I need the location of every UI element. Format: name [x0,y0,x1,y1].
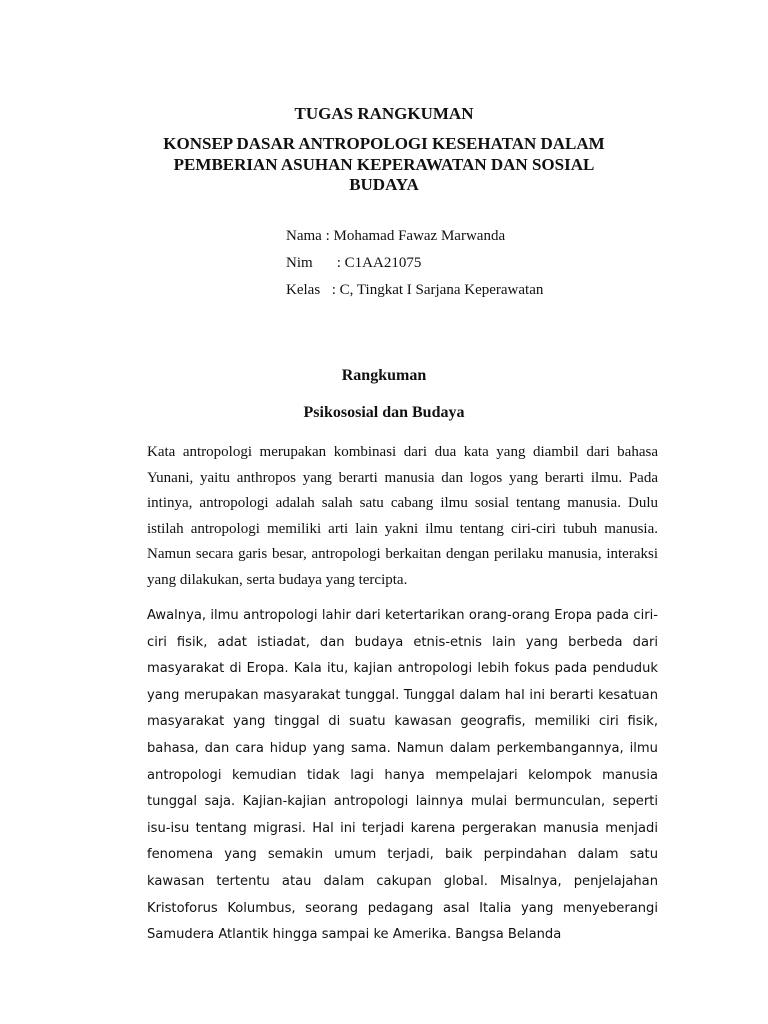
class-label: Kelas [286,282,321,298]
section-subheading: Psikososial dan Budaya [303,404,465,421]
class-value: : C, Tingkat I Sarjana Keperawatan [331,282,544,298]
subtitle-line: BUDAYA [349,175,419,194]
class-row [286,280,543,307]
section-heading: Rangkuman [341,367,427,384]
student-identity [286,226,543,307]
name-value: : Mohamad Fawaz Marwanda [325,228,506,244]
body-paragraph-2: Awalnya, ilmu antropologi lahir dari ketertarikan orang-orang Eropa pada ciri-ciri fisik, adat istiadat, dan budaya etnis-etnis lain yang berbeda dari masyarakat di Eropa. Kala itu, kajian antropologi lebih fokus pada penduduk yang merupakan masyarakat tunggal. Tunggal dalam hal ini berarti kesatuan masyarakat yang tinggal di suatu kawasan geografis, memiliki ciri fisik, bahasa, dan cara hidup yang sama. Namun dalam perkembangannya, ilmu antropologi kemudian tidak lagi hanya mempelajari kelompok manusia tunggal saja. Kajian-kajian antropologi lainnya mulai bermunculan, seperti isu-isu tentang migrasi. Hal ini terjadi karena pergerakan manusia menjadi fenomena yang semakin umum terjadi, baik perpindahan dalam satu kawasan tertentu atau dalam cakupan global. Misalnya, penjelajahan Kristoforus Kolumbus, seorang pedagang asal Italia yang menyeberangi Samudera Atlantik hingga sampai ke Amerika. Bangsa Belanda [147,608,658,943]
document-title: TUGAS RANGKUMAN [294,104,474,123]
document-subtitle [0,134,768,196]
subtitle-line: PEMBERIAN ASUHAN KEPERAWATAN DAN SOSIAL [173,154,595,174]
subtitle-line: KONSEP DASAR ANTROPOLOGI KESEHATAN DALAM [163,134,605,153]
name-row [286,226,543,253]
nim-row [286,253,543,280]
body-paragraph-1: Kata antropologi merupakan kombinasi dari dua kata yang diambil dari bahasa Yunani, yaitu anthropos yang berarti manusia dan logos yang berarti ilmu. Pada intinya, antropologi adalah salah satu cabang ilmu sosial tentang manusia. Dulu istilah antropologi memiliki arti lain yakni ilmu tentang ciri-ciri tubuh manusia. Namun secara garis besar, antropologi berkaitan dengan perilaku manusia, interaksi yang dilakukan, serta budaya yang tercipta. [147,444,658,588]
nim-label: Nim [286,255,313,271]
nim-value: : C1AA21075 [336,255,422,271]
name-label: Nama [286,228,322,244]
